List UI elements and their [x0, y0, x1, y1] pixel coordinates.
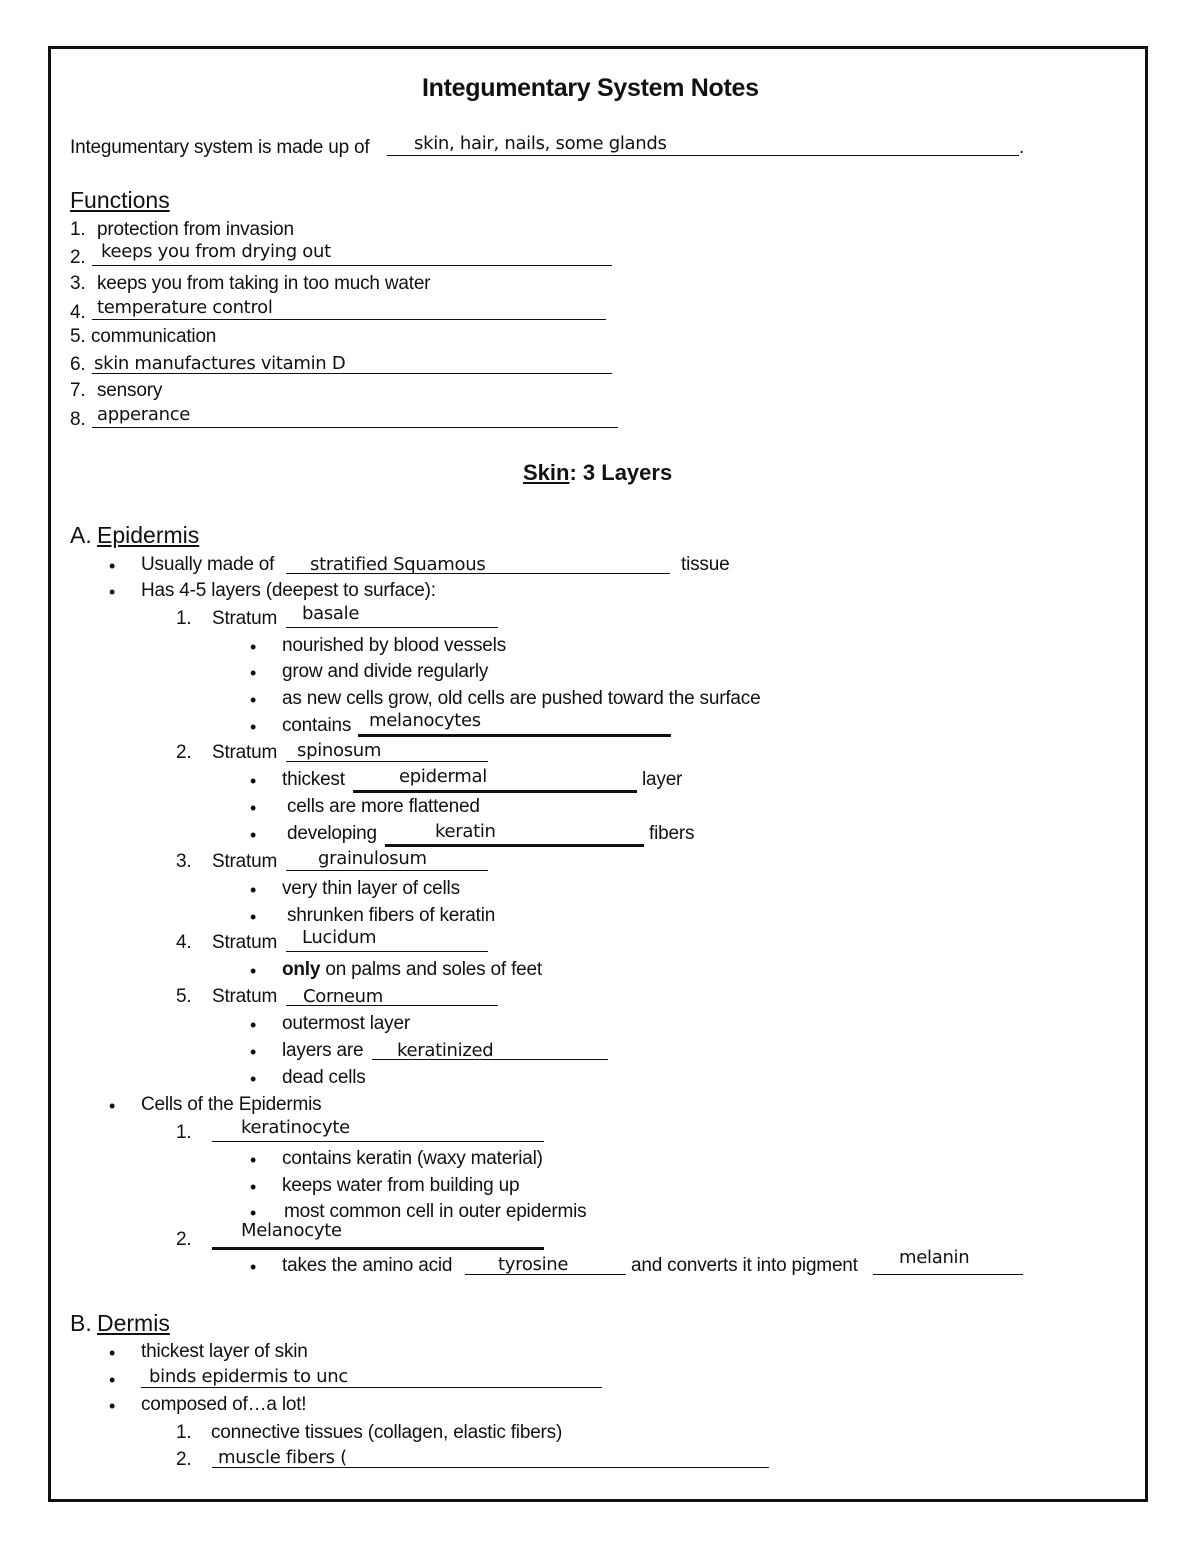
bullet: •: [250, 880, 257, 900]
basale-bullet-2: grow and divide regularly: [282, 661, 489, 682]
function-answer-8[interactable]: apperance: [97, 404, 191, 425]
function-num-1: 1.: [70, 219, 86, 240]
bullet: •: [250, 663, 257, 683]
stratum-label-1: Stratum: [212, 608, 278, 629]
bullet: •: [250, 1177, 257, 1197]
function-blank-8: [92, 427, 618, 428]
bullet: •: [250, 637, 257, 657]
page-title: Integumentary System Notes: [422, 74, 759, 102]
thickest-prefix: thickest: [282, 769, 345, 790]
outer-layer: outermost layer: [282, 1013, 410, 1034]
stratum-num-5: 5.: [176, 986, 192, 1007]
bullet: •: [109, 1370, 116, 1390]
function-num-8: 8.: [70, 409, 86, 430]
bullet: •: [250, 798, 257, 818]
made-answer[interactable]: stratified Squamous: [310, 554, 486, 575]
bullet: •: [109, 556, 116, 576]
skin-heading-rest: : 3 Layers: [569, 460, 673, 485]
pigment-answer[interactable]: melanin: [899, 1247, 970, 1268]
lucidum-note: [282, 959, 542, 981]
function-text-1: protection from invasion: [97, 219, 294, 240]
functions-heading: Functions: [70, 187, 170, 213]
function-num-3: 3.: [70, 273, 86, 294]
grain-bullet-1: very thin layer of cells: [282, 878, 460, 899]
dermis-heading: Dermis: [97, 1310, 170, 1336]
stratum-answer-5[interactable]: Corneum: [303, 986, 383, 1007]
dermis-answer-2[interactable]: muscle fibers (: [218, 1447, 347, 1468]
layers-are-answer[interactable]: keratinized: [397, 1040, 494, 1061]
cell-blank-1: [212, 1141, 544, 1142]
stratum-blank-5: [286, 1005, 498, 1006]
kera-bullet-2: keeps water from building up: [282, 1175, 520, 1196]
function-text-3: keeps you from taking in too much water: [97, 273, 431, 294]
made-suffix: tissue: [681, 554, 730, 575]
basale-bullet-1: nourished by blood vessels: [282, 635, 506, 656]
made-prefix: Usually made of: [141, 554, 275, 575]
function-blank-2: [92, 265, 612, 266]
dead-cells: dead cells: [282, 1067, 366, 1088]
only-rest: on palms and soles of feet: [325, 959, 542, 980]
bullet: •: [250, 690, 257, 710]
bullet: •: [250, 907, 257, 927]
function-text-7: sensory: [97, 380, 163, 401]
kera-bullet-3: most common cell in outer epidermis: [284, 1201, 587, 1222]
function-answer-4[interactable]: temperature control: [97, 297, 273, 318]
pigment-blank: [873, 1274, 1023, 1275]
intro-suffix: .: [1019, 137, 1025, 158]
function-blank-6: [92, 373, 612, 374]
cell-answer-1[interactable]: keratinocyte: [241, 1117, 350, 1138]
dermis-num-2: 2.: [176, 1449, 192, 1470]
function-num-7: 7.: [70, 380, 86, 401]
dermis-num-1: 1.: [176, 1422, 192, 1443]
stratum-blank-2: [286, 761, 488, 762]
bullet: •: [109, 1343, 116, 1363]
amino-mid: and converts it into pigment: [631, 1255, 858, 1276]
dev-prefix: developing: [287, 823, 377, 844]
function-text-5: communication: [91, 326, 217, 347]
bullet: •: [250, 1150, 257, 1170]
function-num-4: 4.: [70, 302, 86, 323]
epidermis-heading: Epidermis: [97, 522, 200, 548]
made-blank: [286, 573, 670, 574]
basale-bullet-3: as new cells grow, old cells are pushed toward the surface: [282, 688, 761, 709]
function-blank-4: [92, 319, 606, 320]
stratum-num-1: 1.: [176, 608, 192, 629]
thickest-answer[interactable]: epidermal: [399, 766, 487, 787]
layers-are-blank: [372, 1059, 608, 1060]
dermis-blank-1: [141, 1387, 602, 1388]
stratum-answer-3[interactable]: grainulosum: [318, 848, 427, 869]
function-num-6: 6.: [70, 354, 86, 375]
bullet: •: [109, 1096, 116, 1116]
amino-answer[interactable]: tyrosine: [498, 1254, 569, 1275]
cells-heading: Cells of the Epidermis: [141, 1094, 322, 1115]
stratum-answer-2[interactable]: spinosum: [297, 740, 382, 761]
contains-blank: [358, 734, 671, 737]
function-num-2: 2.: [70, 247, 86, 268]
bullet: •: [109, 1396, 116, 1416]
intro-prefix: Integumentary system is made up of: [70, 137, 370, 158]
only-bold: only: [282, 959, 321, 980]
skin-heading: [523, 460, 672, 486]
contains-answer[interactable]: melanocytes: [369, 710, 481, 731]
stratum-answer-4[interactable]: Lucidum: [302, 927, 377, 948]
bullet: •: [109, 582, 116, 602]
stratum-num-2: 2.: [176, 742, 192, 763]
bullet: •: [250, 771, 257, 791]
layers-are-prefix: layers are: [282, 1040, 364, 1061]
dermis-letter: B.: [70, 1310, 92, 1336]
cell-answer-2[interactable]: Melanocyte: [241, 1220, 342, 1241]
epidermis-letter: A.: [70, 522, 92, 548]
grain-bullet-2: shrunken fibers of keratin: [287, 905, 496, 926]
contains-prefix: contains: [282, 715, 352, 736]
dermis-bullet-1: thickest layer of skin: [141, 1341, 308, 1362]
cell-blank-2: [212, 1247, 544, 1250]
bullet: •: [250, 1042, 257, 1062]
cell-num-2: 2.: [176, 1229, 192, 1250]
thickest-suffix: layer: [642, 769, 683, 790]
stratum-blank-1: [286, 627, 498, 628]
bullet: •: [250, 717, 257, 737]
dev-suffix: fibers: [649, 823, 695, 844]
dev-blank: [385, 844, 644, 847]
bullet: •: [250, 1069, 257, 1089]
bullet: •: [250, 1203, 257, 1223]
dermis-answer-1[interactable]: binds epidermis to unc: [149, 1366, 348, 1387]
stratum-blank-4: [286, 951, 488, 952]
dev-answer[interactable]: keratin: [435, 821, 496, 842]
bullet: •: [250, 1257, 257, 1277]
function-answer-6[interactable]: skin manufactures vitamin D: [94, 353, 346, 374]
layers-intro: Has 4-5 layers (deepest to surface):: [141, 580, 436, 601]
dermis-blank-2: [212, 1467, 769, 1468]
skin-heading-underlined: Skin: [523, 460, 570, 485]
bullet: •: [250, 1015, 257, 1035]
stratum-label-4: Stratum: [212, 932, 278, 953]
kera-bullet-1: contains keratin (waxy material): [282, 1148, 543, 1169]
bullet: •: [250, 961, 257, 981]
stratum-label-3: Stratum: [212, 851, 278, 872]
stratum-blank-3: [286, 870, 488, 871]
flattened: cells are more flattened: [287, 796, 480, 817]
function-num-5: 5.: [70, 326, 86, 347]
amino-blank: [465, 1274, 626, 1275]
dermis-bullet-3: composed of…a lot!: [141, 1394, 307, 1415]
bullet: •: [250, 825, 257, 845]
intro-answer[interactable]: skin, hair, nails, some glands: [414, 133, 667, 154]
stratum-num-4: 4.: [176, 932, 192, 953]
stratum-label-2: Stratum: [212, 742, 278, 763]
intro-blank: [387, 155, 1019, 156]
thickest-blank: [353, 790, 637, 793]
amino-prefix: takes the amino acid: [282, 1255, 453, 1276]
stratum-answer-1[interactable]: basale: [302, 603, 360, 624]
stratum-num-3: 3.: [176, 851, 192, 872]
cell-num-1: 1.: [176, 1122, 192, 1143]
stratum-label-5: Stratum: [212, 986, 278, 1007]
dermis-item-1: connective tissues (collagen, elastic fibers): [211, 1422, 563, 1443]
function-answer-2[interactable]: keeps you from drying out: [101, 241, 331, 262]
